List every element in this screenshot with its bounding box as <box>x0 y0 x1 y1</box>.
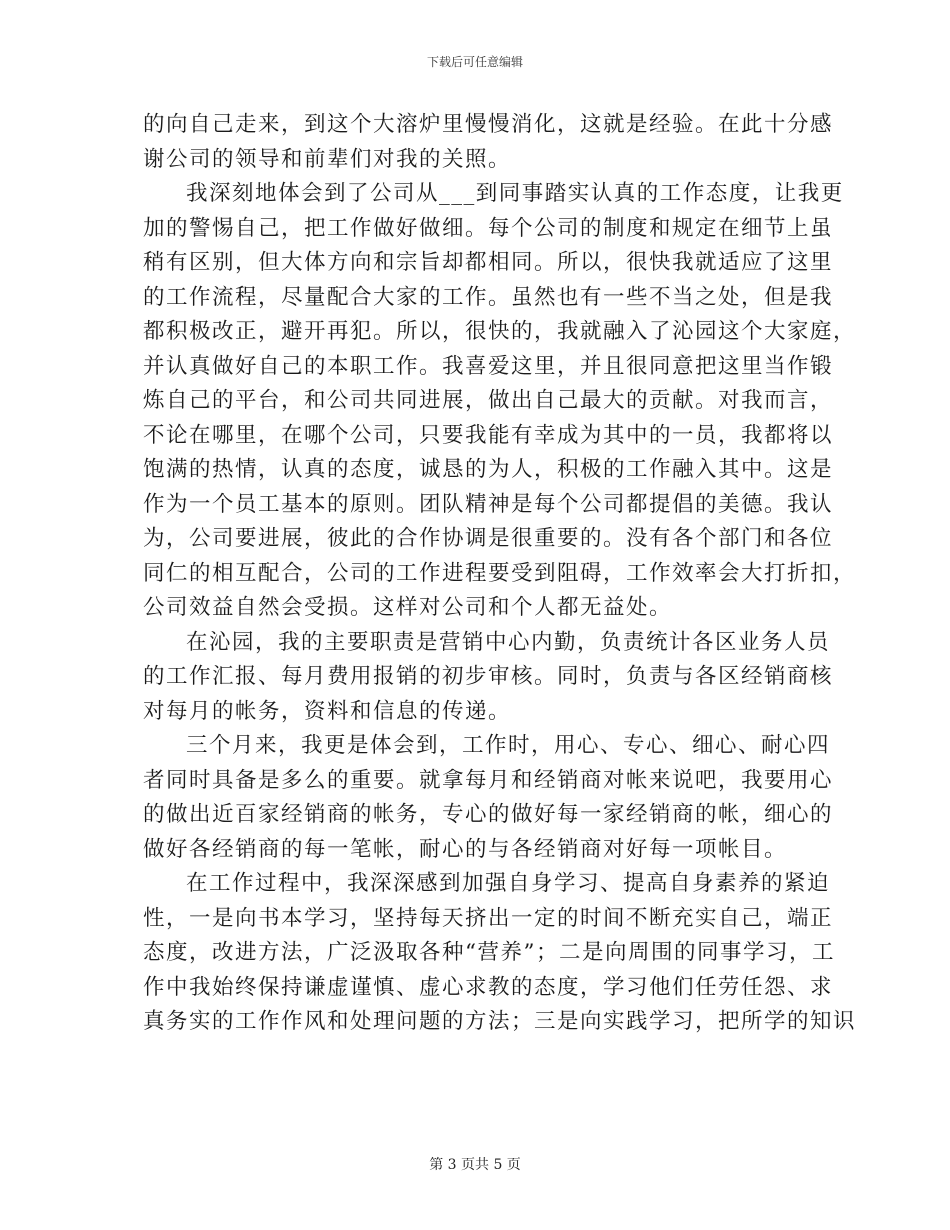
paragraph <box>143 177 857 626</box>
text-line: 稍有区别，但大体方向和宗旨却都相同。所以，很快我就适应了这里 <box>143 250 834 275</box>
text-line: 都积极改正，避开再犯。所以，很快的，我就融入了沁园这个大家庭， <box>143 319 857 344</box>
text-line: 三个月来，我更是体会到，工作时，用心、专心、细心、耐心四 <box>186 733 831 758</box>
text-line: 不论在哪里，在哪个公司，只要我能有幸成为其中的一员，我都将以 <box>143 422 834 448</box>
text-line: 的工作汇报、每月费用报销的初步审核。同时，负责与各区经销商核 <box>143 664 834 689</box>
document-body <box>143 108 857 1040</box>
text-line: 的向自己走来，到这个大溶炉里慢慢消化，这就是经验。在此十分感 <box>143 112 834 137</box>
page-footer: 第 3 页共 5 页 <box>429 1157 521 1173</box>
text-line: 作为一个员工基本的原则。团队精神是每个公司都提倡的美德。我认 <box>143 491 834 517</box>
paragraph <box>143 626 834 730</box>
text-line: 性，一是向书本学习，坚持每天挤出一定的时间不断充实自己，端正 <box>143 905 834 931</box>
paragraph <box>143 108 834 177</box>
text-line: 的工作流程，尽量配合大家的工作。虽然也有一些不当之处，但是我 <box>143 284 834 310</box>
page-header: 下载后可任意编辑 <box>426 55 523 69</box>
text-line: 的做出近百家经销商的帐务，专心的做好每一家经销商的帐，细心的 <box>143 802 834 827</box>
text-line: 为，公司要进展，彼此的合作协调是很重要的。没有各个部门和各位 <box>143 526 834 551</box>
text-line: 者同时具备是多么的重要。就拿每月和经销商对帐来说吧，我要用心 <box>143 767 834 793</box>
text-line: 同仁的相互配合，公司的工作进程要受到阻碍，工作效率会大打折扣， <box>143 560 857 586</box>
text-line: 对每月的帐务，资料和信息的传递。 <box>143 698 512 724</box>
text-line: 我深刻地体会到了公司从___到同事踏实认真的工作态度，让我更 <box>186 181 844 206</box>
text-line: 炼自己的平台，和公司共同进展，做出自己最大的贡献。对我而言， <box>143 388 834 413</box>
paragraph <box>143 867 857 1040</box>
paragraph <box>143 729 834 867</box>
text-line: 在沁园，我的主要职责是营销中心内勤，负责统计各区业务人员 <box>186 629 831 655</box>
text-line: 真务实的工作作风和处理问题的方法；三是向实践学习，把所学的知识 <box>143 1009 857 1034</box>
text-line: 在工作过程中，我深深感到加强自身学习、提高自身素养的紧迫 <box>186 871 831 896</box>
text-line: 做好各经销商的每一笔帐，耐心的与各经销商对好每一项帐目。 <box>143 836 788 862</box>
text-line: 饱满的热情，认真的态度，诚恳的为人，积极的工作融入其中。这是 <box>143 457 834 482</box>
text-line: 谢公司的领导和前辈们对我的关照。 <box>143 146 512 172</box>
text-line: 加的警惕自己，把工作做好做细。每个公司的制度和规定在细节上虽 <box>143 215 834 241</box>
text-line: 并认真做好自己的本职工作。我喜爱这里，并且很同意把这里当作锻 <box>143 353 834 379</box>
text-line: 态度，改进方法，广泛汲取各种“营养”；二是向周围的同事学习，工 <box>143 940 835 965</box>
text-line: 作中我始终保持谦虚谨慎、虚心求教的态度，学习他们任劳任怨、求 <box>143 974 834 1000</box>
text-line: 公司效益自然会受损。这样对公司和个人都无益处。 <box>143 595 673 620</box>
